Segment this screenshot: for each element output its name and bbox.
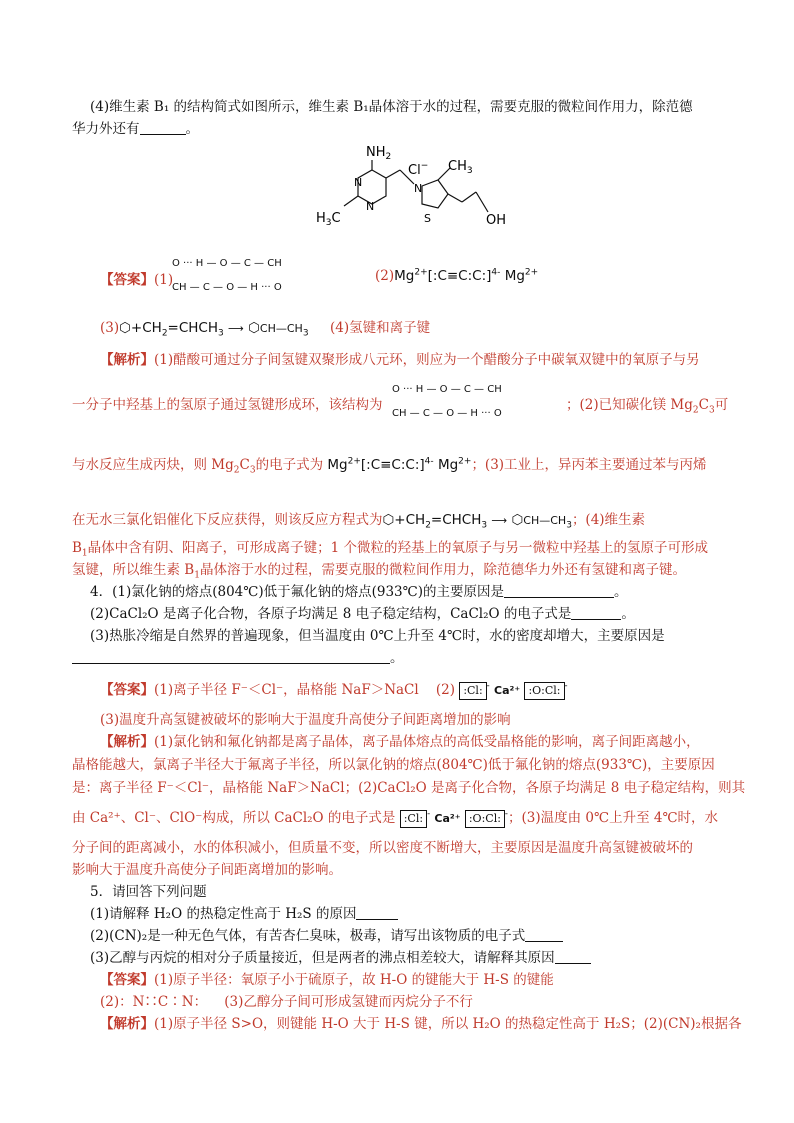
svg-text:CH — C — O — H ··· O: CH — C — O — H ··· O bbox=[172, 282, 282, 293]
answer-3-line1 bbox=[100, 970, 554, 990]
oh-label: OH bbox=[486, 213, 507, 228]
explanation-1-line2 bbox=[72, 395, 383, 415]
explanation-text: C bbox=[239, 457, 250, 473]
explanation-text: 一分子中羟基上的氢原子通过氢键形成环，该结构为 bbox=[72, 397, 383, 413]
explanation-text: ；(2)已知碳化镁 Mg bbox=[566, 397, 693, 413]
explanation-2-line1 bbox=[100, 732, 700, 752]
benzene-icon: ⬡ bbox=[511, 512, 524, 528]
answer-blank bbox=[571, 605, 621, 620]
isopropyl: CH—CH bbox=[523, 514, 567, 527]
explanation-text: 晶体中含有阴、阳离子，可形成离子键；1 个微粒的羟基上的氧原子与另一微粒中羟基上的氢原子可形成 bbox=[87, 540, 709, 556]
mg-ion: Mg bbox=[504, 268, 525, 284]
answer-blank bbox=[72, 649, 390, 664]
n-label: N bbox=[366, 200, 375, 213]
explanation-3-line1 bbox=[100, 1014, 741, 1034]
benzene-icon: ⬡ bbox=[248, 320, 260, 336]
explanation-tag: 【解析】 bbox=[100, 352, 154, 368]
svg-text:O ··· H — O — C — CH: O ··· H — O — C — CH bbox=[172, 258, 282, 269]
vitamin-b1-structure bbox=[300, 140, 530, 240]
question-text: (3)乙醇与丙烷的相对分子质量接近，但是两者的沸点相差较大，请解释其原因 bbox=[90, 950, 555, 966]
isopropyl: CH—CH bbox=[259, 322, 303, 335]
period: 。 bbox=[390, 650, 404, 666]
answer-part1: (1)离子半径 F⁻＜Cl⁻，晶格能 NaF＞NaCl bbox=[154, 682, 419, 698]
answer-blank bbox=[140, 120, 186, 135]
answer-part4: (4)氢键和离子键 bbox=[330, 320, 431, 336]
explanation-1-line1 bbox=[100, 350, 700, 370]
clo-ion: :O:Cl: bbox=[465, 810, 505, 828]
acetic-acid-dimer bbox=[170, 254, 350, 294]
explanation-text: 在无水三氯化铝催化下反应获得，则该反应方程式为 bbox=[72, 512, 383, 528]
clo-ion: :O:Cl: bbox=[524, 682, 564, 700]
cl-ion: :Cl: bbox=[459, 682, 486, 700]
cl-ion: :Cl: bbox=[400, 810, 427, 828]
answer-text: (1)原子半径：氧原子小于硫原子，故 H-O 的键能大于 H-S 的键能 bbox=[154, 972, 554, 988]
explanation-2-line4: 由 Ca²⁺、Cl⁻、ClO⁻构成，所以 CaCl₂O 的电子式是 :Cl: - Ca²⁺ :O:Cl: -；(3)温度由 0℃上升至 4℃时，水 bbox=[72, 809, 719, 826]
explanation-text: 氢键，所以维生素 B bbox=[72, 562, 195, 578]
q4-4-text-line1: (4)维生素 B₁ 的结构简式如图所示，维生素 B₁晶体溶于水的过程，需要克服的微粒间作用力，除范德 bbox=[90, 99, 693, 115]
charge: 4- bbox=[491, 267, 501, 278]
n-plus-label: N bbox=[414, 182, 423, 195]
explanation-2-line6: 影响大于温度升高使分子间距离增加的影响。 bbox=[72, 862, 342, 878]
explanation-1-line3: 与水反应生成丙炔，则 $Mg_2C_3$的电子式为 $Mg^{2+}[:C\equiv C:C:]^{4-}$ $Mg^{2+}$；(3)工业上，异丙苯主要通过苯与丙烯 bbox=[72, 456, 707, 476]
answer-1-line1 bbox=[100, 270, 173, 290]
answer-blank bbox=[504, 583, 614, 598]
answer-text: (3)乙醇分子间可形成氢键而丙烷分子不行 bbox=[224, 994, 473, 1010]
explanation-text: 与水反应生成丙炔，则 Mg bbox=[72, 457, 234, 473]
q4-line2 bbox=[90, 604, 635, 624]
answer-part3-label: (3) bbox=[100, 320, 120, 336]
explanation-tag: 【解析】 bbox=[100, 1016, 154, 1032]
answer-part2-label: (2) bbox=[435, 682, 456, 698]
answer-part2-label: (2) bbox=[375, 268, 395, 284]
answer-text: (2)：N∷C∶N： bbox=[100, 994, 208, 1010]
answer-blank bbox=[525, 927, 563, 942]
explanation-text: (1)醋酸可通过分子间氢键双聚形成八元环，则应为一个醋酸分子中碳氧双键中的氧原子与另 bbox=[154, 352, 700, 368]
answer-blank bbox=[356, 905, 398, 920]
answer-tag: 【答案】 bbox=[100, 972, 154, 988]
answer-part1: (1) bbox=[154, 272, 174, 288]
answer-tag: 【答案】 bbox=[100, 272, 154, 288]
reagent: =CHCH bbox=[430, 512, 482, 528]
question-text: (2)CaCl₂O 是离子化合物，各原子均满足 8 电子稳定结构，CaCl₂O 的电子式是 bbox=[90, 606, 572, 622]
q5-line2 bbox=[90, 926, 563, 946]
explanation-1-line5: $B_1$晶体中含有阴、阳离子，可形成离子键；1 个微粒的羟基上的氧原子与另一微粒中羟基上的氢原子可形成 bbox=[72, 540, 709, 559]
period: 。 bbox=[185, 121, 199, 137]
nh2-label: $NH_2$ bbox=[366, 145, 392, 162]
answer-tag: 【答案】 bbox=[100, 682, 154, 698]
h3c-label: $H_3C$ bbox=[316, 211, 341, 228]
mg-ion: Mg bbox=[437, 457, 459, 473]
q4-line1 bbox=[90, 582, 628, 602]
explanation-tag: 【解析】 bbox=[100, 734, 154, 750]
q4-line4 bbox=[72, 648, 404, 668]
explanation-text: ；(3)工业上，异丙苯主要通过苯与丙烯 bbox=[471, 457, 707, 473]
answer-3-line2 bbox=[100, 992, 473, 1012]
explanation-text: (1)氯化钠和氟化钠都是离子晶体，离子晶体熔点的高低受晶格能的影响，离子间距离越小， bbox=[154, 734, 700, 750]
explanation-text: 的电子式为 bbox=[255, 457, 324, 473]
acetic-acid-dimer bbox=[390, 380, 570, 420]
question-text: (1)请解释 H₂O 的热稳定性高于 H₂S 的原因 bbox=[90, 906, 357, 922]
reagent: +CH bbox=[394, 512, 426, 528]
question-text: 4．(1)氯化钠的熔点(804℃)低于氟化钠的熔点(933℃)的主要原因是 bbox=[90, 584, 505, 600]
explanation-text: 晶体溶于水的过程，需要克服的微粒间作用力，除范德华力外还有氢键和离子键。 bbox=[199, 562, 686, 578]
explanation-text: 由 Ca²⁺、Cl⁻、ClO⁻构成，所以 CaCl₂O 的电子式是 bbox=[72, 810, 396, 826]
cl-label: Cl− bbox=[408, 161, 429, 178]
mg-ion: Mg bbox=[327, 457, 348, 473]
mg-ion: Mg bbox=[394, 268, 415, 284]
svg-text:CH — C — O — H ··· O: CH — C — O — H ··· O bbox=[392, 408, 502, 419]
explanation-text: ；(4)维生素 bbox=[571, 512, 646, 528]
explanation-2-line5: 分子间的距离减小，水的体积减小，但质量不变，所以密度不断增大，主要原因是温度升高氢键被破坏的 bbox=[72, 840, 693, 856]
benzene-icon: ⬡ bbox=[382, 512, 395, 528]
answer-blank bbox=[555, 949, 591, 964]
q4-line3: (3)热胀冷缩是自然界的普遍现象，但当温度由 0℃上升至 4℃时，水的密度却增大，主要原因是 bbox=[90, 628, 665, 644]
explanation-text: C bbox=[698, 397, 709, 413]
answer-2-line2: (3)温度升高氢键被破坏的影响大于温度升高使分子间距离增加的影响 bbox=[100, 712, 511, 728]
explanation-2-line2: 晶格能越大，氯离子半径大于氟离子半径，所以氯化钠的熔点(804℃)低于氟化钠的熔点(933℃)，主要原因 bbox=[72, 757, 715, 773]
q5-title: 5．请回答下列问题 bbox=[90, 884, 207, 900]
question-text: (2)(CN)₂是一种无色气体，有苦杏仁臭味，极毒，请写出该物质的电子式 bbox=[90, 928, 526, 944]
explanation-1-line2b: ；(2)已知碳化镁 $Mg_2C_3$可 bbox=[566, 397, 729, 416]
q4-4-text-line2 bbox=[72, 119, 199, 139]
charge: 4- bbox=[424, 456, 434, 467]
explanation-text: 可 bbox=[714, 397, 729, 413]
answer-2-line1: 【答案】(1)离子半径 F⁻＜Cl⁻，晶格能 NaF＞NaCl (2) :Cl: - Ca²⁺ :O:Cl: - bbox=[100, 681, 568, 698]
period: 。 bbox=[614, 584, 628, 600]
explanation-2-line3: 是：离子半径 F⁻＜Cl⁻，晶格能 NaF＞NaCl；(2)CaCl₂O 是离子化合物，各原子均满足 8 电子稳定结构，则其 bbox=[72, 780, 746, 796]
answer-1-part2: $(2)Mg^{2+}[:C\equiv C:C:]^{4-}$ $Mg^{2+}$ bbox=[375, 267, 539, 284]
explanation-text: ；(3)温度由 0℃上升至 4℃时，水 bbox=[507, 810, 719, 826]
answer-1-line3: $(3)⬡+CH_2=CHCH_3$ ⟶ $⬡CH—CH_3$ (4)氢键和离子键 bbox=[100, 320, 431, 339]
ca-ion: Ca²⁺ bbox=[434, 812, 461, 825]
s-label: S bbox=[424, 212, 431, 225]
explanation-text: (1)原子半径 S>O，则键能 H-O 大于 H-S 键，所以 H₂O 的热稳定性高于 H₂S；(2)(CN)₂根据各 bbox=[154, 1016, 742, 1032]
period: 。 bbox=[621, 606, 635, 622]
q5-line3 bbox=[90, 948, 591, 968]
q5-line1 bbox=[90, 904, 398, 924]
explanation-1-line6: 氢键，所以维生素 $B_1$晶体溶于水的过程，需要克服的微粒间作用力，除范德华力外还有氢键和离子键。 bbox=[72, 562, 686, 581]
q4-4-text: 华力外还有 bbox=[72, 121, 140, 137]
reagent: +CH bbox=[130, 320, 162, 336]
reagent: =CHCH bbox=[167, 320, 219, 336]
ca-ion: Ca²⁺ bbox=[494, 684, 521, 697]
svg-text:O ··· H — O — C — CH: O ··· H — O — C — CH bbox=[392, 384, 502, 395]
n-label: N bbox=[354, 176, 363, 189]
explanation-1-line4: 在无水三氯化铝催化下反应获得，则该反应方程式为$⬡+CH_2=CHCH_3$ ⟶ $⬡CH—CH_3$；(4)维生素 bbox=[72, 512, 646, 531]
ch3-label: $CH_3$ bbox=[448, 159, 473, 176]
benzene-icon: ⬡ bbox=[119, 320, 131, 336]
